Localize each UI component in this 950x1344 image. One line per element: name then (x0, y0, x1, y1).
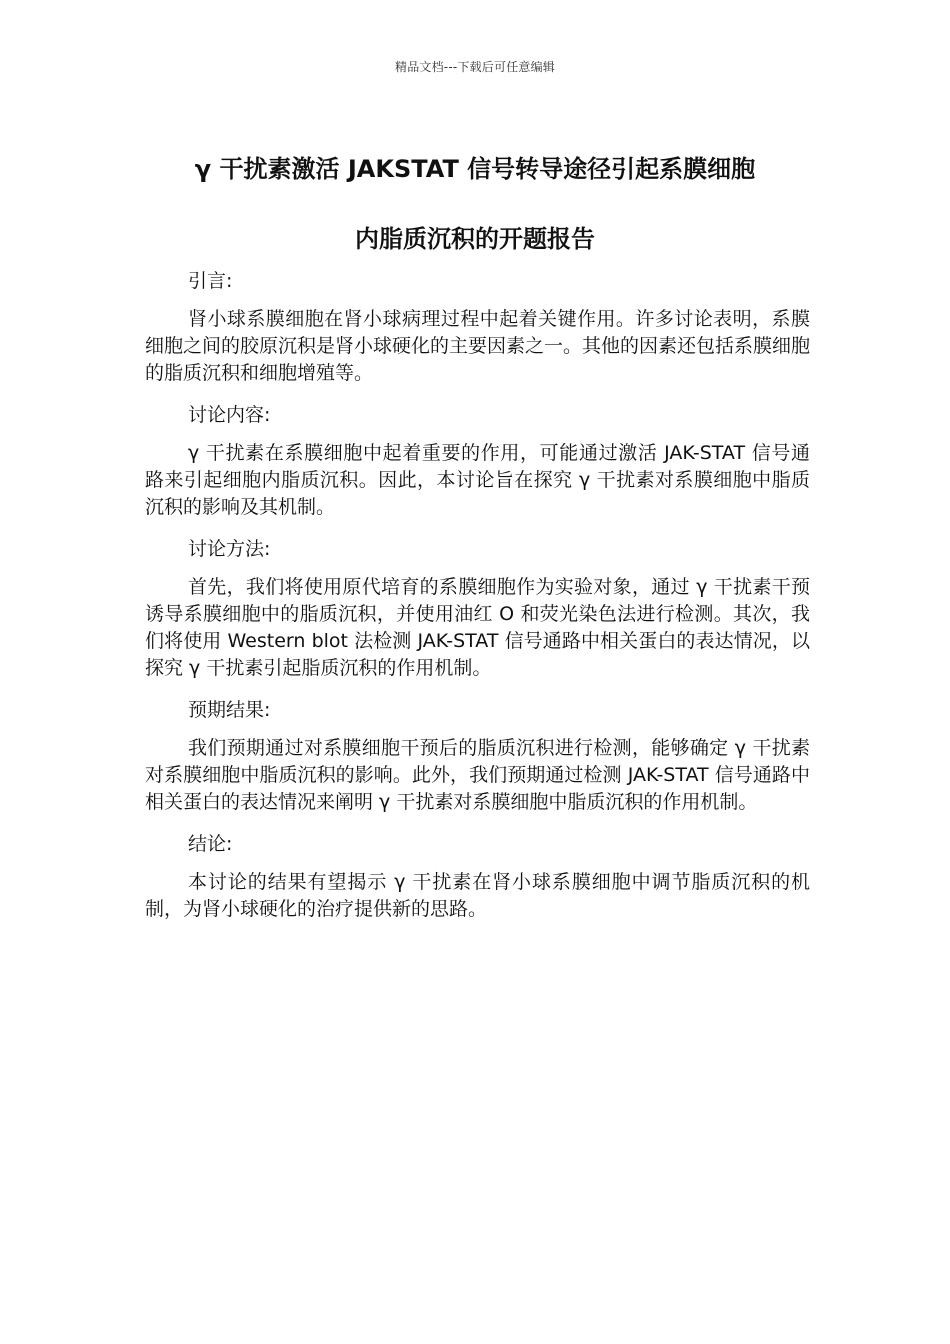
section-paragraph: 我们预期通过对系膜细胞干预后的脂质沉积进行检测，能够确定 γ 干扰素对系膜细胞中脂质沉积的影响。此外，我们预期通过检测 JAK-STAT 信号通路中相关蛋白的表达情况来阐明 γ 干扰素对系膜细胞中脂质沉积的作用机制。 (145, 737, 810, 813)
section-paragraph: 首先，我们将使用原代培育的系膜细胞作为实验对象，通过 γ 干扰素干预诱导系膜细胞中的脂质沉积，并使用油红 O 和荧光染色法进行检测。其次，我们将使用 Western blot 法检测 JAK-STAT 信号通路中相关蛋白的表达情况，以探究 γ 干扰素引起脂质沉积的作用机制。 (145, 576, 810, 679)
section-heading: 讨论方法: (188, 538, 271, 560)
section-heading: 引言: (188, 270, 233, 292)
section-research-content (145, 402, 810, 521)
document-title (120, 134, 830, 274)
header-note: 精品文档---下载后可任意编辑 (395, 60, 555, 74)
title-line-1: γ 干扰素激活 JAKSTAT 信号转导途径引起系膜细胞 (194, 155, 756, 183)
section-paragraph: 肾小球系膜细胞在肾小球病理过程中起着关键作用。许多讨论表明，系膜细胞之间的胶原沉积是肾小球硬化的主要因素之一。其他的因素还包括系膜细胞的脂质沉积和细胞增殖等。 (145, 308, 811, 384)
section-research-methods (145, 536, 810, 682)
title-line-2: 内脂质沉积的开题报告 (355, 225, 595, 253)
section-paragraph: γ 干扰素在系膜细胞中起着重要的作用，可能通过激活 JAK-STAT 信号通路来引起细胞内脂质沉积。因此，本讨论旨在探究 γ 干扰素对系膜细胞中脂质沉积的影响及其机制。 (145, 442, 810, 518)
document-body (145, 268, 810, 938)
section-expected-results (145, 697, 810, 816)
section-heading: 预期结果: (188, 699, 271, 721)
section-conclusion (145, 831, 810, 923)
section-heading: 结论: (188, 833, 233, 855)
section-heading: 讨论内容: (188, 404, 271, 426)
section-paragraph: 本讨论的结果有望揭示 γ 干扰素在肾小球系膜细胞中调节脂质沉积的机制，为肾小球硬化的治疗提供新的思路。 (145, 871, 810, 920)
section-introduction (145, 268, 810, 387)
